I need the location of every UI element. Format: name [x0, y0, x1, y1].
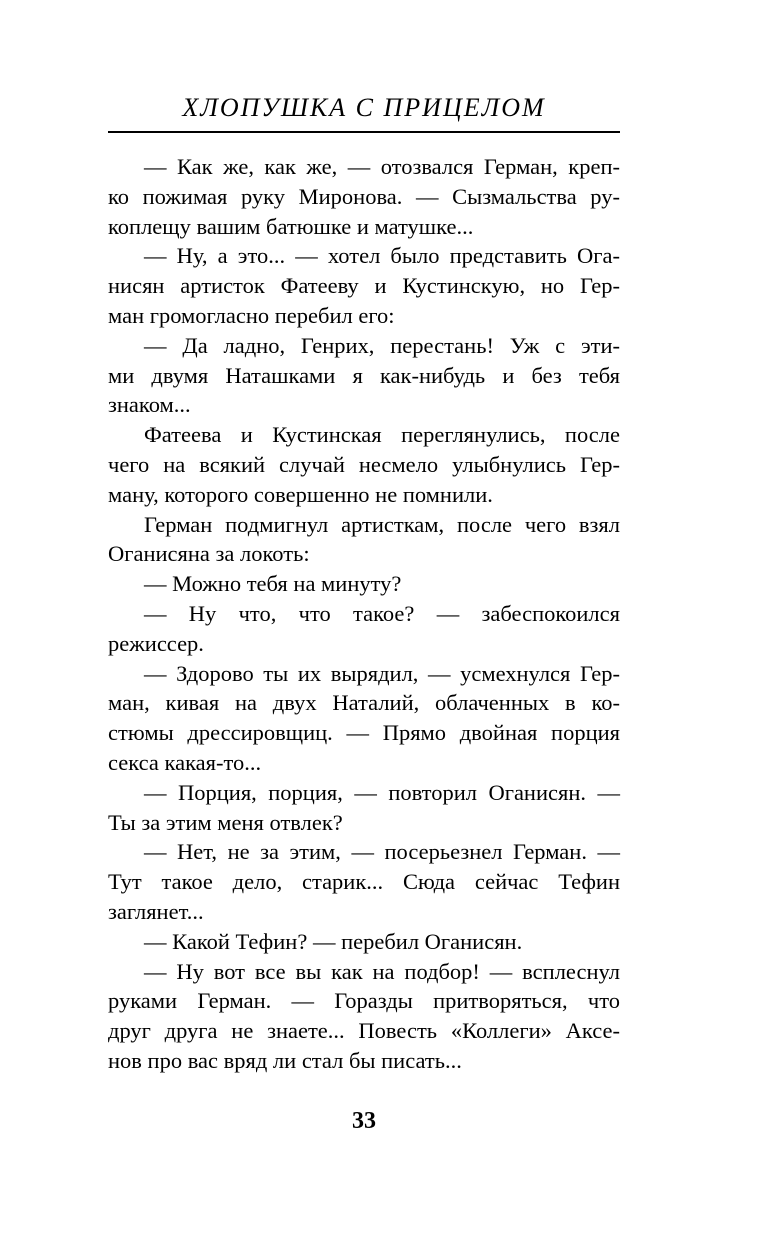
text-line: нисян артисток Фатееву и Кустинскую, но Гер- [108, 273, 620, 299]
text-line: — Нет, не за этим, — посерьезнел Герман. — [144, 839, 620, 865]
text-line: секса какая-то... [108, 749, 262, 775]
header-rule [108, 131, 620, 133]
paragraph [108, 599, 620, 659]
paragraph [108, 241, 620, 330]
text-line: Герман подмигнул артисткам, после чего взял [144, 511, 620, 537]
text-line: нов про вас вряд ли стал бы писать... [108, 1047, 462, 1073]
text-line: — Ну что, что такое? — забеспокоился [144, 600, 620, 626]
text-line: друг друга не знаете... Повесть «Коллеги» Аксе- [108, 1018, 620, 1044]
text-line: — Ну вот все вы как на подбор! — всплеснул [144, 958, 620, 984]
text-line: — Да ладно, Генрих, перестань! Уж с эти- [144, 332, 620, 358]
text-line: Ты за этим меня отвлек? [108, 809, 343, 835]
page-body [108, 152, 620, 1076]
text-line: ман громогласно перебил его: [108, 302, 395, 328]
text-line: режиссер. [108, 630, 204, 656]
text-line: ко пожимая руку Миронова. — Сызмальства ру- [108, 183, 620, 209]
text-line: — Здорово ты их вырядил, — усмехнулся Гер- [144, 660, 620, 686]
paragraph [108, 152, 620, 241]
paragraph [108, 569, 620, 599]
paragraph [108, 957, 620, 1076]
text-line: коплещу вашим батюшке и матушке... [108, 213, 474, 239]
paragraph [108, 420, 620, 509]
text-line: Оганисяна за локоть: [108, 541, 310, 567]
paragraph [108, 927, 620, 957]
paragraph [108, 331, 620, 420]
running-head: ХЛОПУШКА С ПРИЦЕЛОМ [182, 93, 546, 122]
text-line: — Как же, как же, — отозвался Герман, креп- [144, 154, 620, 179]
text-line: ману, которого совершенно не помнили. [108, 481, 493, 507]
text-line: Тут такое дело, старик... Сюда сейчас Тефин [108, 869, 620, 895]
paragraph [108, 778, 620, 838]
text-line: чего на всякий случай несмело улыбнулись Гер- [108, 451, 620, 477]
text-line: ман, кивая на двух Наталий, облаченных в ко- [108, 690, 620, 716]
text-line: руками Герман. — Горазды притворяться, что [108, 988, 620, 1014]
text-line: Фатеева и Кустинская переглянулись, после [144, 422, 620, 448]
text-line: — Ну, а это... — хотел было представить Ога- [144, 243, 620, 269]
text-line: заглянет... [108, 898, 204, 924]
text-line: — Какой Тефин? — перебил Оганисян. [144, 928, 523, 954]
paragraph [108, 510, 620, 570]
paragraph [108, 659, 620, 778]
text-line: знаком... [108, 392, 191, 418]
text-line: ми двумя Наташками я как-нибудь и без тебя [108, 362, 620, 388]
text-line: стюмы дрессировщиц. — Прямо двойная порция [108, 720, 620, 746]
page-number: 33 [352, 1108, 376, 1134]
text-line: — Можно тебя на минуту? [144, 571, 402, 597]
text-line: — Порция, порция, — повторил Оганисян. — [144, 779, 620, 805]
paragraph [108, 837, 620, 926]
